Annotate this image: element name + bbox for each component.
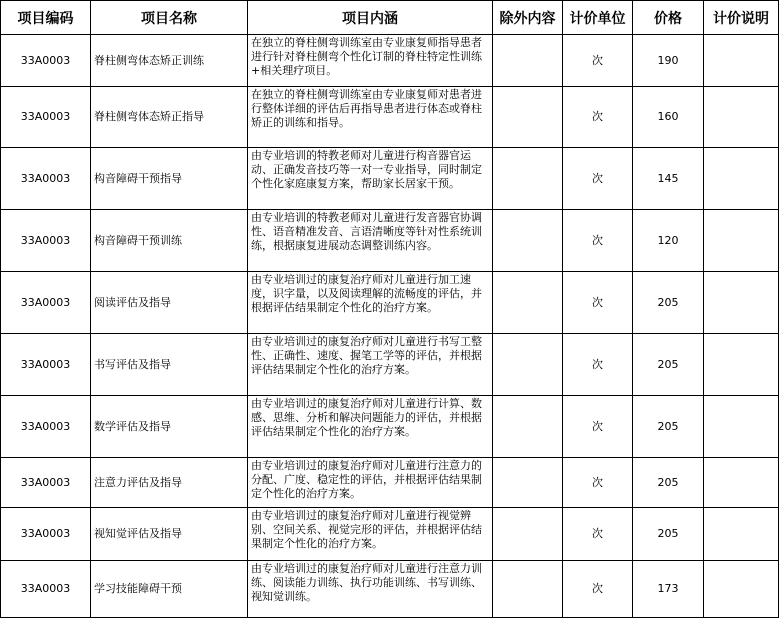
cell-price: 120 (633, 210, 704, 272)
table-row (1, 508, 779, 561)
cell-content: 由专业培训过的康复治疗师对儿童进行加工速度，识字量，以及阅读理解的流畅度的评估，并根据评估结果制定个性化的治疗方案。 (248, 272, 493, 334)
cell-note (704, 396, 779, 458)
cell-content: 由专业培训的特教老师对儿童进行构音器官运动、正确发音技巧等一对一专业指导，同时制定个性化家庭康复方案，帮助家长居家干预。 (248, 148, 493, 210)
cell-name: 脊柱侧弯体态矫正训练 (91, 35, 248, 87)
cell-code: 33A0003 (1, 458, 91, 508)
cell-code: 33A0003 (1, 334, 91, 396)
cell-excluded (493, 561, 563, 618)
cell-excluded (493, 148, 563, 210)
cell-excluded (493, 508, 563, 561)
cell-code: 33A0003 (1, 87, 91, 148)
table-row (1, 272, 779, 334)
cell-name: 数学评估及指导 (91, 396, 248, 458)
cell-excluded (493, 272, 563, 334)
cell-price: 205 (633, 334, 704, 396)
table-row (1, 561, 779, 618)
cell-excluded (493, 396, 563, 458)
cell-excluded (493, 87, 563, 148)
cell-code: 33A0003 (1, 148, 91, 210)
cell-name: 视知觉评估及指导 (91, 508, 248, 561)
header-price: 价格 (633, 1, 704, 35)
cell-unit: 次 (563, 458, 633, 508)
cell-code: 33A0003 (1, 35, 91, 87)
table-row (1, 458, 779, 508)
cell-unit: 次 (563, 148, 633, 210)
cell-unit: 次 (563, 87, 633, 148)
cell-code: 33A0003 (1, 210, 91, 272)
cell-unit: 次 (563, 396, 633, 458)
cell-content: 由专业培训过的康复治疗师对儿童进行注意力的分配、广度、稳定性的评估，并根据评估结果制定个性化的治疗方案。 (248, 458, 493, 508)
header-excluded: 除外内容 (493, 1, 563, 35)
cell-unit: 次 (563, 210, 633, 272)
cell-price: 190 (633, 35, 704, 87)
table-row (1, 87, 779, 148)
cell-excluded (493, 210, 563, 272)
cell-name: 阅读评估及指导 (91, 272, 248, 334)
cell-name: 书写评估及指导 (91, 334, 248, 396)
cell-content: 由专业培训过的康复治疗师对儿童进行书写工整性、正确性、速度、握笔工学等的评估，并根据评估结果制定个性化的治疗方案。 (248, 334, 493, 396)
cell-content: 由专业培训过的康复治疗师对儿童进行视觉辨别、空间关系、视觉完形的评估，并根据评估结果制定个性化的治疗方案。 (248, 508, 493, 561)
cell-content: 在独立的脊柱侧弯训练室由专业康复师对患者进行整体详细的评估后再指导患者进行体态或脊柱矫正的训练和指导。 (248, 87, 493, 148)
cell-note (704, 210, 779, 272)
cell-price: 205 (633, 396, 704, 458)
cell-price: 205 (633, 272, 704, 334)
cell-price: 145 (633, 148, 704, 210)
table-row (1, 396, 779, 458)
header-name: 项目名称 (91, 1, 248, 35)
cell-excluded (493, 458, 563, 508)
table-row (1, 35, 779, 87)
header-row (1, 1, 779, 35)
cell-note (704, 508, 779, 561)
cell-code: 33A0003 (1, 396, 91, 458)
table-row (1, 334, 779, 396)
cell-code: 33A0003 (1, 561, 91, 618)
cell-note (704, 334, 779, 396)
cell-content: 由专业培训的特教老师对儿童进行发音器官协调性、语音精准发音、言语清晰度等针对性系统训练，根据康复进展动态调整训练内容。 (248, 210, 493, 272)
cell-note (704, 148, 779, 210)
cell-unit: 次 (563, 35, 633, 87)
header-code: 项目编码 (1, 1, 91, 35)
cell-name: 构音障碍干预指导 (91, 148, 248, 210)
cell-unit: 次 (563, 561, 633, 618)
cell-price: 173 (633, 561, 704, 618)
cell-note (704, 272, 779, 334)
header-unit: 计价单位 (563, 1, 633, 35)
cell-price: 205 (633, 508, 704, 561)
cell-content: 在独立的脊柱侧弯训练室由专业康复师指导患者进行针对脊柱侧弯个性化订制的脊柱特定性训练+相关理疗项目。 (248, 35, 493, 87)
cell-content: 由专业培训过的康复治疗师对儿童进行计算、数感、思维、分析和解决问题能力的评估，并根据评估结果制定个性化的治疗方案。 (248, 396, 493, 458)
cell-note (704, 35, 779, 87)
cell-code: 33A0003 (1, 508, 91, 561)
cell-note (704, 87, 779, 148)
cell-name: 学习技能障碍干预 (91, 561, 248, 618)
cell-excluded (493, 35, 563, 87)
cell-name: 脊柱侧弯体态矫正指导 (91, 87, 248, 148)
header-note: 计价说明 (704, 1, 779, 35)
cell-unit: 次 (563, 272, 633, 334)
cell-note (704, 561, 779, 618)
cell-name: 注意力评估及指导 (91, 458, 248, 508)
cell-price: 205 (633, 458, 704, 508)
cell-name: 构音障碍干预训练 (91, 210, 248, 272)
cell-unit: 次 (563, 334, 633, 396)
cell-unit: 次 (563, 508, 633, 561)
table-row (1, 210, 779, 272)
cell-note (704, 458, 779, 508)
cell-code: 33A0003 (1, 272, 91, 334)
cell-price: 160 (633, 87, 704, 148)
table-row (1, 148, 779, 210)
header-content: 项目内涵 (248, 1, 493, 35)
cell-content: 由专业培训过的康复治疗师对儿童进行注意力训练、阅读能力训练、执行功能训练、书写训练、视知觉训练。 (248, 561, 493, 618)
cell-excluded (493, 334, 563, 396)
